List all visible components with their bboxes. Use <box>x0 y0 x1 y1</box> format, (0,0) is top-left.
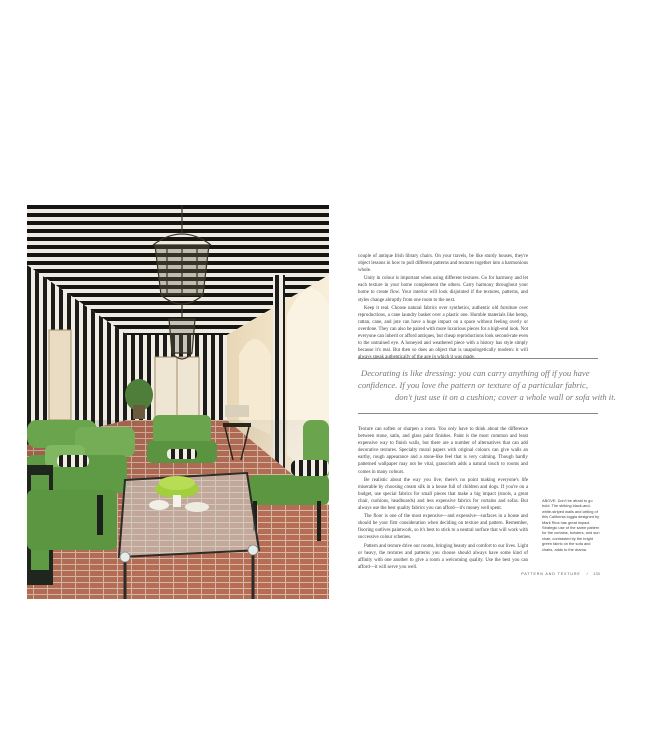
body-paragraph: couple of antique Irish library chairs. On your travels, be like sturdy houses, they're object lessons in how to pull different patterns and textures together into a harmonious whole. <box>358 254 528 274</box>
pullquote-bottom-rule <box>358 413 598 414</box>
loggia-photograph <box>27 205 329 599</box>
pullquote-top-rule <box>358 358 598 359</box>
running-footer <box>488 572 600 576</box>
body-paragraph: Be realistic about the way you live; there's no point making everyone's life miserable by choosing cream silk in a house full of children and dogs. If you're on a budget, use special fabrics for small pieces that make a big impact (stools, a great chair, cushions, headboards) and less expensive fabrics for curtains and sofas. But always use the best quality fabrics you can afford—it's money well spent. <box>358 477 528 512</box>
section-title: PATTERN AND TEXTURE <box>521 572 581 576</box>
body-paragraph: Unity in colour is important when using different textures. Go for harmony and let each texture in your home complement the others. Carry harmony throughout your home to create flow. Your interior will look disjointed if the textures, patterns, and styles change abruptly from one room to the next. <box>358 276 528 303</box>
body-paragraph: The floor is one of the most expensive—and expensive—surfaces in a house and should be your first consideration when deciding on texture and pattern. Remember, flooring outlives paintwork, so it's best to stick to a neutral surface that will work with successive colour schemes. <box>358 514 528 541</box>
body-paragraph: Texture can soften or sharpen a room. You only have to think about the difference between stone, satin, and glass paint finishes. Paint is the most common and least expensive way to finish walls, but there are a number of alternatives that can add decorative textures. Specialty mural papers with original colours can give walls an earthy, rough appearance and a stone-like feel that is very calming. Though hardly patterned wallpaper may not be vital, grasscloth adds a natural touch to rooms and comes in many colours. <box>358 427 528 475</box>
body-paragraph: Keep it real. Choose natural fabrics over synthetics, authentic old furniture over reproductions, a cane laundry basket over a plastic one. Humble materials like hemp, rattan, cane, and jute can have a huge impact on a space without feeling overly or overdone. They can also be paired with more luxurious pieces for a high-end look. Not everyone can inherit or afford antiques, but cheap reproductions look second-rate even to the untrained eye. A honeyed and weathered piece with a history has style simply because it's real. But then so does an object that is unapologetically modern: it will always speak authentically of the age in which it was made. <box>358 305 528 361</box>
pullquote <box>358 367 616 404</box>
loggia-photo-illustration <box>27 205 329 599</box>
body-text-top <box>358 253 528 362</box>
photo-caption: ABOVE: Don't be afraid to go bold. The striking black-and-white-striped walls and ceiling of this California loggia designed by Mark Rios has great impact. Strategic use of the same pattern for the curtains, bolsters, and sun chair, contrasted by the bright green fabric on the sofa and chairs, adds to the drama. <box>542 498 600 552</box>
folio-separator: / <box>586 572 589 576</box>
page-number: 133 <box>593 572 600 576</box>
pullquote-line: don't just use it on a cushion; cover a whole wall or sofa with it. <box>395 392 616 403</box>
pullquote-line: confidence. If you love the pattern or texture of a particular fabric, <box>358 380 588 391</box>
pullquote-line: Decorating is like dressing: you can carry anything off if you have <box>361 368 590 378</box>
body-text-bottom <box>358 426 528 572</box>
body-paragraph: Pattern and texture drive our rooms, bringing beauty and comfort to our lives. Light or heavy, the textures and patterns you choose should always have some kind of affinity with one another to give a room a welcoming quality. Use the best you can afford—it will serve you well. <box>358 543 528 570</box>
